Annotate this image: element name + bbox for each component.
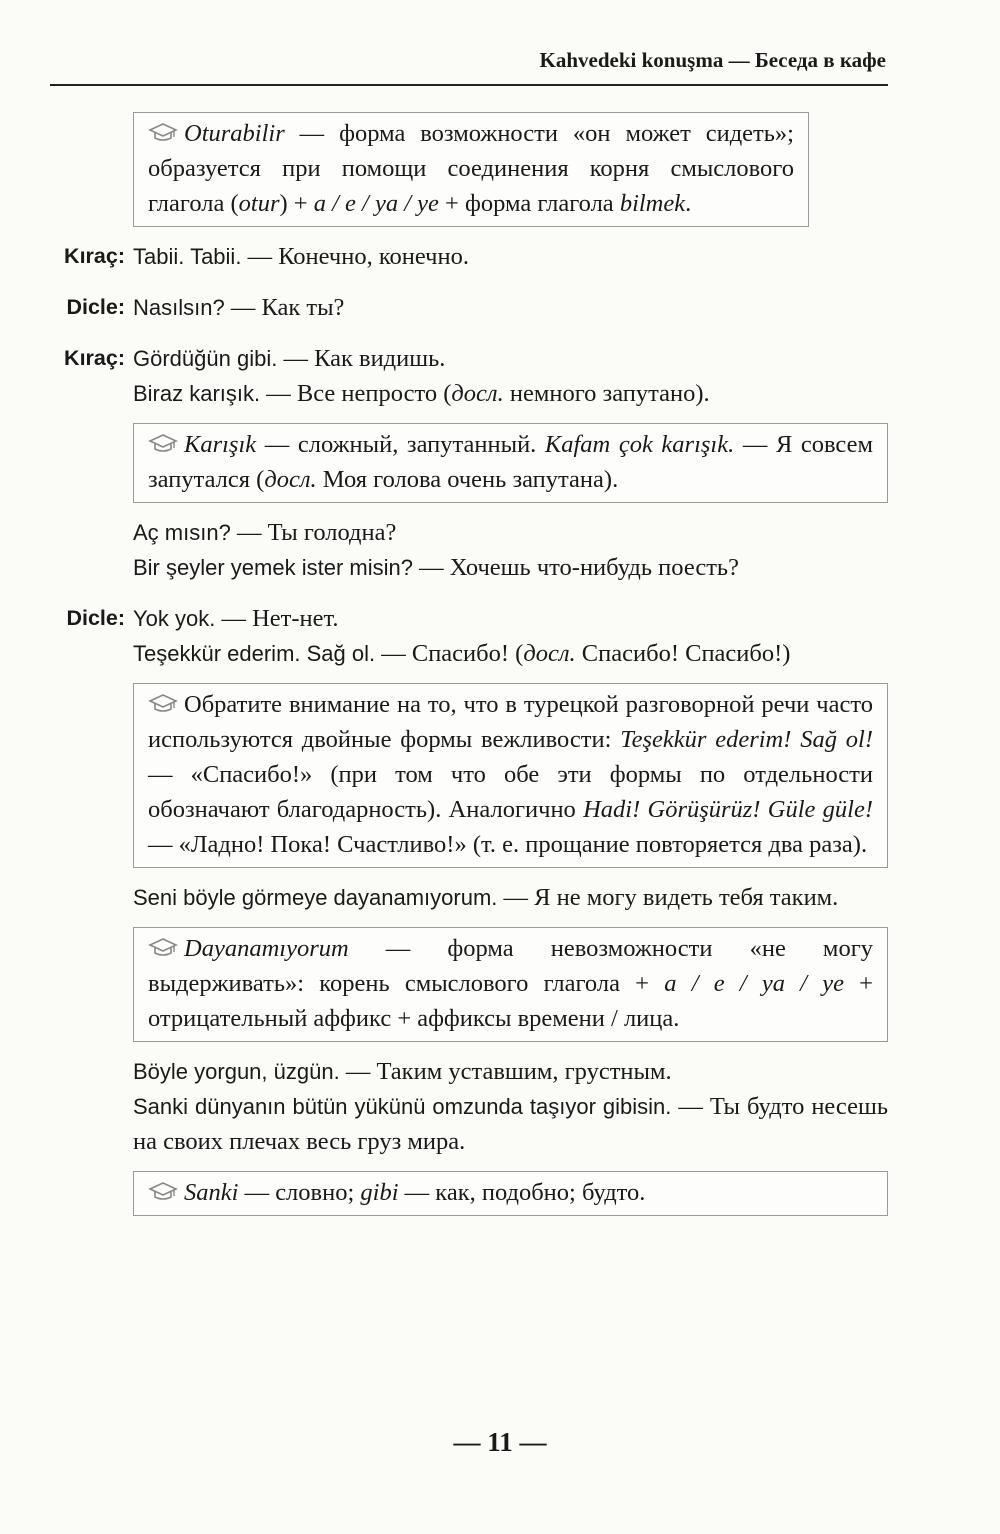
- dialogue-line: Dicle: Nasılsın? — Как ты?: [50, 290, 888, 325]
- note-box-karisik: [133, 423, 888, 503]
- note-term: Karışık: [184, 431, 257, 458]
- graduation-cap-icon: [148, 1181, 178, 1203]
- note-box-oturabilir: [133, 112, 809, 227]
- running-header: [50, 44, 888, 86]
- note-box-sanki: [133, 1171, 888, 1216]
- speaker-label: Dicle:: [66, 295, 125, 319]
- note-text: Dayanamıyorum — форма невозможности «не могу выдерживать»: корень смыслового глагола + a / e / ya / ye + отрицательный аффикс + аффиксы времени / лица.: [148, 935, 873, 1032]
- note-text: Обратите внимание на то, что в турецкой разговорной речи часто используются двойные формы вежливости: Teşekkür ederim! Sağ ol! — «Спасибо!» (при том что обе эти формы по отдельности обозначают благодарность). Аналогично Hadi! Görüşürüz! Güle güle! — «Ладно! Пока! Счастливо!» (т. е. прощание повторяется два раза).: [148, 691, 873, 858]
- note-box-dayanamiyorum: [133, 927, 888, 1042]
- dialogue-line: Bir şeyler yemek ister misin? — Хочешь что-нибудь поесть?: [133, 554, 739, 581]
- note-text: Oturabilir — форма возможности «он может сидеть»; образуется при помощи соединения корня смыслового глагола (otur) + a / e / ya / ye + форма глагола bilmek.: [148, 120, 794, 217]
- header-title: Kahvedeki konuşma — Беседа в кафе: [539, 48, 886, 72]
- note-term: Sanki: [184, 1179, 239, 1206]
- page-content: [50, 112, 888, 1216]
- speaker-label: Kıraç:: [64, 346, 125, 370]
- dialogue-line: Kıraç: Tabii. Tabii. — Конечно, конечно.: [50, 239, 888, 274]
- note-term: Dayanamıyorum: [184, 935, 349, 962]
- graduation-cap-icon: [148, 937, 178, 959]
- note-text: Sanki — словно; gibi — как, подобно; будто.: [148, 1175, 873, 1210]
- note-text: Karışık — сложный, запутанный. Kafam çok karışık. — Я совсем запутался (досл. Моя голова очень запутана).: [148, 431, 873, 493]
- dialogue-line: Dicle: Yok yok. — Нет-нет.: [50, 601, 888, 636]
- dialogue-line: Kıraç: Gördüğün gibi. — Как видишь.: [50, 341, 888, 376]
- graduation-cap-icon: [148, 433, 178, 455]
- page-number: — 11 —: [453, 1427, 547, 1457]
- speaker-label: Kıraç:: [64, 244, 125, 268]
- dialogue-line: Böyle yorgun, üzgün. — Таким уставшим, грустным.: [133, 1058, 672, 1085]
- graduation-cap-icon: [148, 693, 178, 715]
- dialogue-line: Teşekkür ederim. Sağ ol. — Спасибо! (досл. Спасибо! Спасибо!): [133, 640, 791, 667]
- note-box-politeness: [133, 683, 888, 868]
- speaker-label: Dicle:: [66, 606, 125, 630]
- dialogue-line: Seni böyle görmeye dayanamıyorum. — Я не могу видеть тебя таким.: [133, 884, 839, 911]
- dialogue-line: Aç mısın? — Ты голодна?: [133, 519, 397, 546]
- dialogue-line: Biraz karışık. — Все непросто (досл. немного запутано).: [133, 380, 710, 407]
- graduation-cap-icon: [148, 122, 178, 144]
- note-term: Oturabilir: [184, 120, 285, 147]
- dialogue-line: Sanki dünyanın bütün yükünü omzunda taşıyor gibisin. — Ты будто несешь на своих плечах весь груз мира.: [133, 1093, 888, 1155]
